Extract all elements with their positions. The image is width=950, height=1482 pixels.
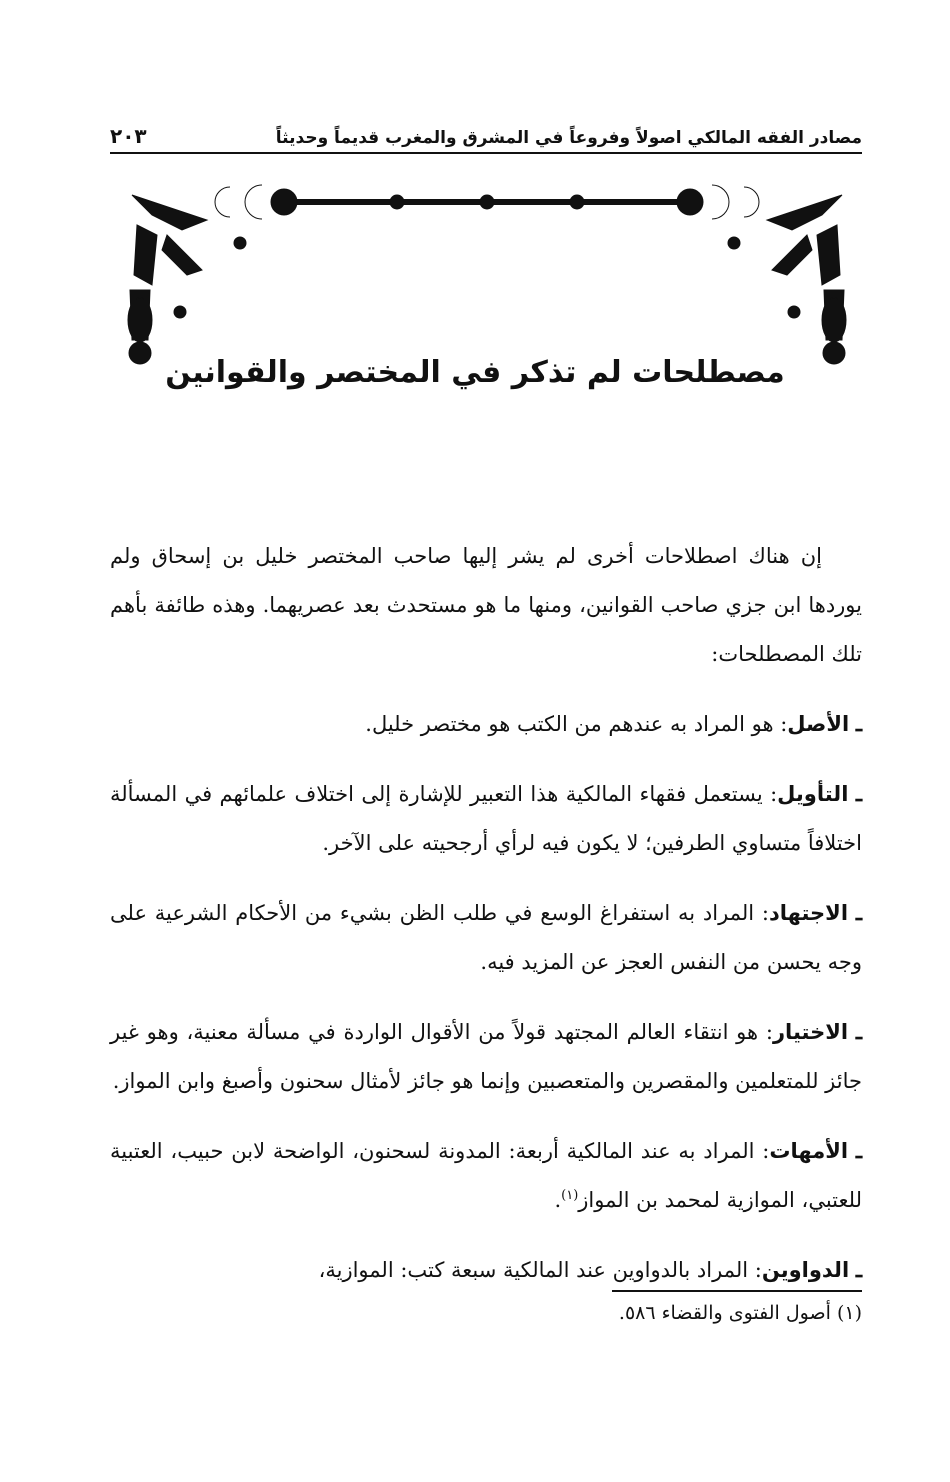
term-entry	[110, 1007, 862, 1106]
footnote-divider	[612, 1290, 862, 1292]
entry-text: المراد بالدواوين عند المالكية سبعة كتب: الموازية،	[318, 1258, 749, 1282]
entry-separator: :	[758, 1020, 773, 1044]
running-title: مصادر الفقه المالكي اصولاً وفروعاً في المشرق والمغرب قديماً وحديثاً	[275, 128, 862, 148]
entry-separator: :	[773, 712, 788, 736]
term-entry	[110, 769, 862, 868]
entry-separator: :	[754, 1139, 770, 1163]
entry-text: يستعمل فقهاء المالكية هذا التعبير للإشارة إلى اختلاف علمائهم في المسألة اختلافاً متساوي الطرفين؛ لا يكون فيه لرأي أرجحيته على الآخر.	[110, 782, 862, 855]
entry-text: المراد به استفراغ الوسع في طلب الظن بشيء من الأحكام الشرعية على وجه يحسن من النفس العجز عن المزيد فيه.	[110, 901, 862, 974]
entry-dash: ـ	[855, 1019, 862, 1044]
running-header	[110, 114, 862, 154]
entry-term: الاجتهاد	[768, 901, 849, 925]
entry-term: الاختيار	[772, 1020, 849, 1044]
entry-separator: :	[754, 901, 769, 925]
page-number: ٢٠٣	[110, 124, 147, 148]
entry-dash: ـ	[855, 711, 862, 736]
term-entry	[110, 699, 862, 749]
entry-dash: ـ	[855, 900, 862, 925]
entry-separator: :	[748, 1258, 762, 1282]
entry-dash: ـ	[855, 1138, 862, 1163]
entry-text: المراد به عند المالكية أربعة: المدونة لسحنون، الواضحة لابن حبيب، العتبية للعتبي، الموازية لمحمد بن المواز	[110, 1139, 862, 1212]
term-entry	[110, 1245, 862, 1295]
entry-term: الدواوين	[761, 1258, 850, 1282]
decorative-ornament-frame	[112, 175, 862, 375]
footnote-text: أصول الفتوى والقضاء ٥٨٦.	[618, 1302, 831, 1324]
term-entry	[110, 1126, 862, 1225]
entry-text: هو المراد به عندهم من الكتب هو مختصر خليل.	[365, 712, 774, 736]
intro-paragraph: إن هناك اصطلاحات أخرى لم يشر إليها صاحب المختصر خليل بن إسحاق ولم يوردها ابن جزي صاحب القوانين، ومنها ما هو مستحدث بعد عصريهما. وهذه طائفة بأهم تلك المصطلحات:	[110, 544, 862, 666]
term-entry	[110, 888, 862, 987]
footnote-marker: (١)	[836, 1302, 862, 1324]
entry-text: هو انتقاء العالم المجتهد قولاً من الأقوال الواردة في مسألة معنية، وهو غير جائز للمتعلمين والمقصرين والمتعصبين وإنما هو جائز لأمثال سحنون وأصبغ وابن المواز.	[110, 1020, 862, 1093]
entry-term: التأويل	[777, 782, 849, 806]
entry-dash: ـ	[855, 781, 862, 806]
main-text	[110, 532, 862, 1315]
chapter-title: مصطلحات لم تذكر في المختصر والقوانين	[165, 355, 785, 390]
entry-separator: :	[762, 782, 778, 806]
footnote-reference[interactable]: (١)	[561, 1188, 579, 1203]
entry-dash: ـ	[855, 1257, 862, 1282]
footnote	[110, 1302, 862, 1324]
entry-term: الأمهات	[769, 1139, 849, 1163]
entry-term: الأصل	[787, 712, 850, 736]
entry-text-end: .	[554, 1188, 562, 1212]
